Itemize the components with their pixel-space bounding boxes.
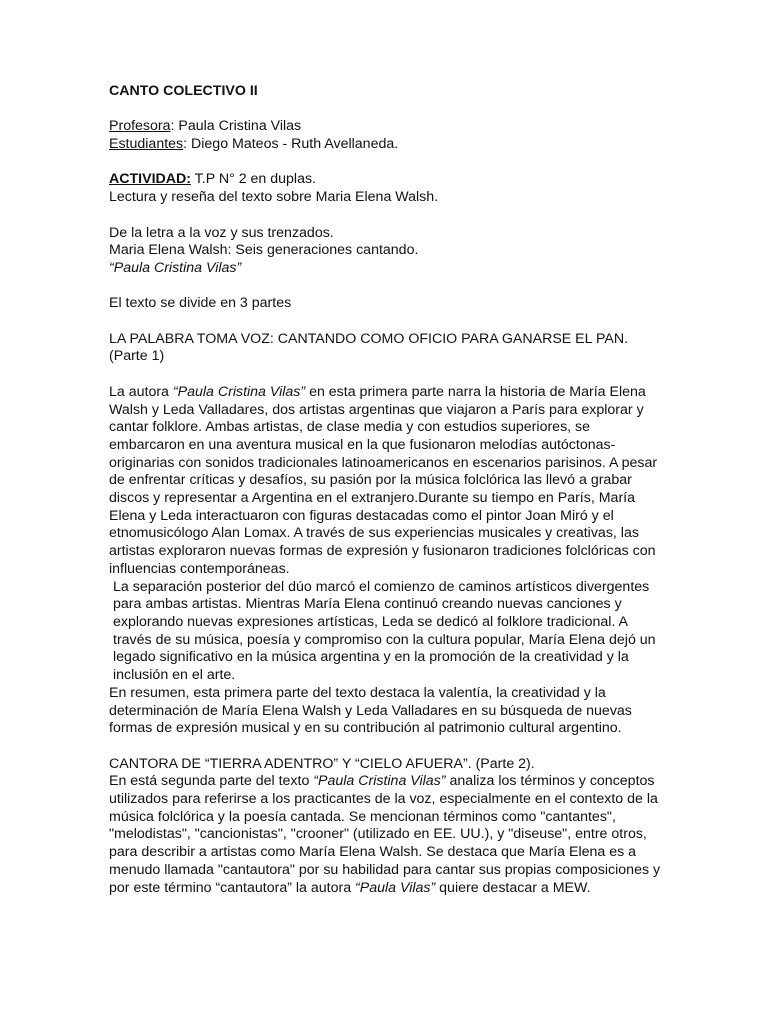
estudiantes-value: : Diego Mateos - Ruth Avellaneda.: [183, 136, 399, 153]
source-author: “Paula Cristina Vilas”: [109, 259, 242, 276]
spacer: [109, 313, 669, 331]
part2-pre: En está segunda parte del texto: [109, 773, 314, 790]
part2-end: quiere destacar a MEW.: [435, 879, 591, 896]
spacer: [109, 738, 669, 756]
estudiantes-line: [109, 136, 669, 154]
part2-author-short: “Paula Vilas”: [355, 879, 436, 896]
part2-paragraph: [109, 773, 669, 897]
part1-p1-body: en esta primera parte narra la historia de María Elena Walsh y Leda Valladares, dos artistas argentinas que viajaron a París para explorar y cantar folklore. Ambas artistas, de clase media y con estudios superiores, se embarcaron en una aventura musical en la que fusionaron melodías autóctonas-originarias con sonidos tradicionales latinoamericanos en escenarios parisinos. A pesar de enfrentar críticas y desafíos, su pasión por la música folclórica las llevó a grabar discos y representar a Argentina en el extranjero.Durante su tiempo en París, María Elena y Leda interactuaron con figuras destacadas como el pintor Joan Miró y el etnomusicólogo Alan Lomax. A través de sus experiencias musicales y creativas, las artistas exploraron nuevas formas de expresión y fusionaron tradiciones folclóricas con influencias contemporáneas.: [109, 383, 658, 577]
division-note: El texto se divide en 3 partes: [109, 295, 292, 312]
part1-paragraph-2: La separación posterior del dúo marcó el comienzo de caminos artísticos divergentes para ambas artistas. Mientras María Elena continuó creando nuevas canciones y explorando nuevas expresiones artísticas, Leda se dedicó al folklore tradicional. A través de su música, poesía y compromiso con la cultura popular, María Elena dejó un legado significativo en la música argentina y en la promoción de la creatividad y la inclusión en el arte.: [113, 578, 656, 684]
actividad-label: ACTIVIDAD:: [109, 171, 191, 188]
source-title: De la letra a la voz y sus trenzados.: [109, 224, 334, 241]
part1-heading: LA PALABRA TOMA VOZ: CANTANDO COMO OFICIO PARA GANARSE EL PAN. (Parte 1): [109, 330, 629, 365]
part1-paragraph-3: En resumen, esta primera parte del texto destaca la valentía, la creatividad y la determinación de María Elena Walsh y Leda Valladares en su búsqueda de nuevas formas de expresión musical y en su contribución al patrimonio cultural argentino.: [109, 684, 632, 737]
profesora-value: : Paula Cristina Vilas: [170, 118, 302, 135]
spacer: [109, 207, 669, 225]
profesora-label: Profesora: [109, 118, 171, 135]
document-page: [109, 83, 669, 897]
spacer: [109, 101, 669, 119]
part1-paragraph-1: [109, 384, 669, 579]
source-subtitle: Maria Elena Walsh: Seis generaciones cantando.: [109, 242, 419, 259]
actividad-line: [109, 171, 669, 189]
spacer: [109, 278, 669, 296]
estudiantes-label: Estudiantes: [109, 136, 184, 153]
actividad-value: T.P N° 2 en duplas.: [190, 171, 317, 188]
part1-p1-author: “Paula Cristina Vilas”: [172, 383, 306, 400]
part2-heading: CANTORA DE “TIERRA ADENTRO” Y “CIELO AFUERA”. (Parte 2).: [109, 755, 535, 772]
part2-author: “Paula Cristina Vilas”: [313, 773, 446, 790]
document-title: CANTO COLECTIVO II: [109, 83, 258, 99]
spacer: [109, 154, 669, 172]
profesora-line: [109, 118, 669, 136]
actividad-description: Lectura y reseña del texto sobre Maria Elena Walsh.: [109, 189, 439, 206]
part2-body: analiza los términos y conceptos utilizados para referirse a los practicantes de la voz, especialmente en el contexto de la música folclórica y la poesía cantada. Se mencionan términos como "cantantes", "melodistas", "cancionistas", "crooner" (utilizado en EE. UU.), y "diseuse", entre otros, para describir a artistas como María Elena Walsh. Se destaca que María Elena es a menudo llamada "cantautora" por su habilidad para cantar sus propias composiciones y por este término “cantautora” la autora: [109, 773, 661, 896]
part1-p1-pre: La autora: [109, 383, 173, 400]
spacer: [109, 366, 669, 384]
